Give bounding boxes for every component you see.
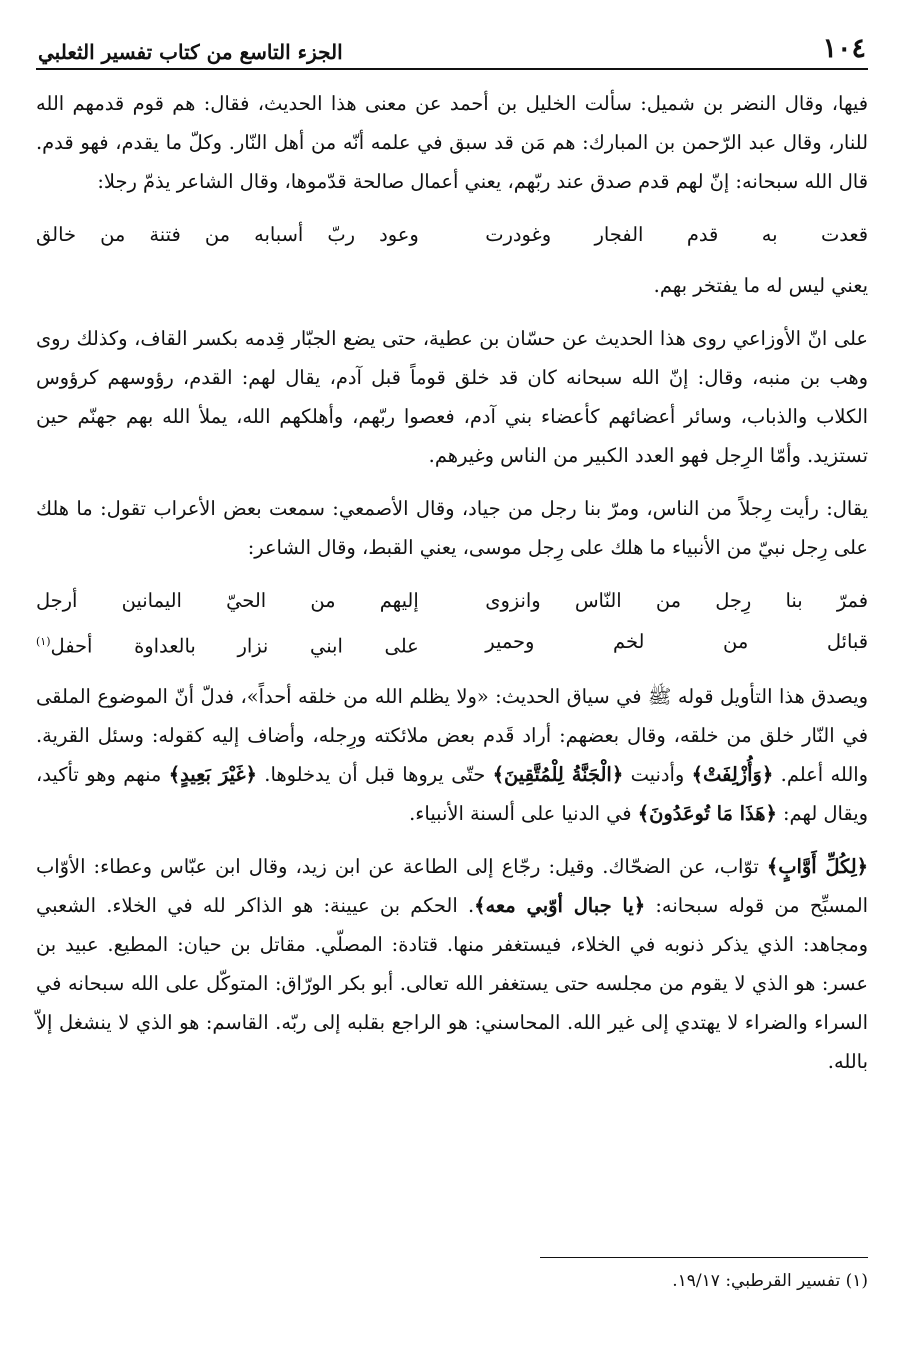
paragraph-4: يقال: رأيت رِجلاً من الناس، ومرّ بنا رجل من جياد، وقال الأصمعي: سمعت بعض الأعراب تقول: ما هلك على رِجل نبيّ من الأنبياء ما هلك على رِجل موسى، يعني القبط، وقال الشاعر: bbox=[36, 497, 868, 559]
text-run: وأدنيت bbox=[623, 763, 692, 787]
text-run: ويصدق هذا التأويل قوله ﷺ في سياق الحديث: «ولا يظلم الله من خلقه أحداً»، فدلّ أنّ الموضوع الملقى في النّار خلق من خلقه، وقال بعضهم: أراد قَدم بعض ملائكته ورِجله، وأضاف إليه كقوله: وسئل القرية. والله أعلم. bbox=[36, 685, 868, 787]
verse-line bbox=[36, 215, 868, 254]
paragraph-3: على انّ الأوزاعي روى هذا الحديث عن حسّان بن عطية، حتى يضع الجبّار قِدمه بكسر القاف، وكذلك روى وهب بن منبه، وقال: إنّ الله سبحانه كان قد خلق قوماً قبل آدم، يقال لهم: القدم، رؤوسهم كرؤوس الكلاب والذباب، وسائر أعضائهم كأعضاء بني آدم، فعصوا ربّهم، وأهلكهم الله، يملأ الله بهم جهنّم حين تستزيد. وأمّا الرِجل فهو العدد الكبير من الناس وغيرهم. bbox=[36, 327, 868, 467]
verse-line bbox=[36, 622, 868, 665]
text-run: حتّى يروها قبل أن يدخلوها. bbox=[256, 763, 493, 787]
poem-verses-2 bbox=[36, 581, 868, 665]
page-body bbox=[36, 84, 868, 1081]
verse-first-hemistich: فمرّ بنا رِجل من النّاس وانزوى bbox=[485, 589, 868, 612]
text-run: توّاب، عن الضحّاك. وقيل: رجّاع إلى الطاعة عن ابن زيد، وقال ابن عبّاس وعطاء: الأوّاب المسبِّح من قوله سبحانه: bbox=[36, 855, 869, 918]
quran-quote: ﴿الْجَنَّةُ لِلْمُتَّقِينَ﴾ bbox=[492, 763, 624, 787]
footnote-divider bbox=[540, 1257, 868, 1258]
text-run: منهم وهو تأكيد، ويقال لهم: bbox=[36, 763, 868, 826]
poem-verse-1 bbox=[36, 215, 868, 254]
verse-first-hemistich: قبائل من لخم وحمير bbox=[485, 630, 868, 653]
text-run: في الدنيا على ألسنة الأنبياء. bbox=[409, 802, 638, 826]
verse-line bbox=[36, 581, 868, 620]
paragraph-6 bbox=[36, 847, 868, 1081]
quran-quote: ﴿لِكُلِّ أَوَّابٍ﴾ bbox=[766, 855, 868, 879]
verse-second-hemistich: وعود ربّ أسبابه من فتنة من خالق bbox=[36, 223, 419, 246]
page-number: ١٠٤ bbox=[822, 33, 866, 64]
paragraph-2: يعني ليس له ما يفتخر بهم. bbox=[653, 274, 868, 297]
running-title: الجزء التاسع من كتاب تفسير الثعلبي bbox=[38, 40, 343, 64]
verse-text: على ابني نزار بالعداوة أحفل bbox=[50, 634, 419, 658]
verse-second-hemistich: إليهم من الحيّ اليمانين أرجل bbox=[36, 589, 419, 612]
page-header bbox=[36, 26, 868, 70]
quran-quote: ﴿وَأُزْلِفَتْ﴾ bbox=[691, 763, 774, 787]
quran-quote: ﴿يا جبال أوّبي معه﴾ bbox=[474, 894, 646, 918]
quran-quote: ﴿هَذَا مَا تُوعَدُونَ﴾ bbox=[637, 802, 777, 826]
verse-second-hemistich bbox=[36, 622, 419, 665]
paragraph-1: فيها، وقال النضر بن شميل: سألت الخليل بن أحمد عن معنى هذا الحديث، فقال: هم قوم قدمهم الله للنار، وقال عبد الرّحمن بن المبارك: هم مَن قد سبق في علمه أنّه من أهل النّار. وكلّ ما يقدم، فهو قدم. قال الله سبحانه: إنّ لهم قدم صدق عند ربّهم، يعني أعمال صالحة قدّموها، وقال الشاعر يذمّ رجلا: bbox=[36, 92, 868, 193]
verse-first-hemistich: قعدت به قدم الفجار وغودرت bbox=[485, 223, 868, 246]
footnote-reference: (١) bbox=[36, 635, 51, 648]
footnote: (١) تفسير القرطبي: ١٩/١٧. bbox=[672, 1271, 868, 1291]
text-run: . الحكم بن عيينة: هو الذاكر لله في الخلاء. الشعبي ومجاهد: الذي يذكر ذنوبه في الخلاء، فيستغفر منها. قتادة: المصلّي. مقاتل بن حيان: المطيع. عبيد بن عسر: هو الذي لا يقوم من مجلسه حتى يستغفر الله تعالى. أبو بكر الورّاق: المتوكّل على الله سبحانه في السراء والضراء لا يهتدي إلى غير الله. المحاسني: هو الراجع بقلبه إلى ربّه. القاسم: هو الذي لا ينشغل إلاّ بالله. bbox=[36, 894, 868, 1074]
paragraph-5 bbox=[36, 677, 868, 833]
book-page bbox=[36, 26, 869, 1291]
quran-quote: ﴿غَيْرَ بَعِيدٍ﴾ bbox=[168, 763, 257, 787]
